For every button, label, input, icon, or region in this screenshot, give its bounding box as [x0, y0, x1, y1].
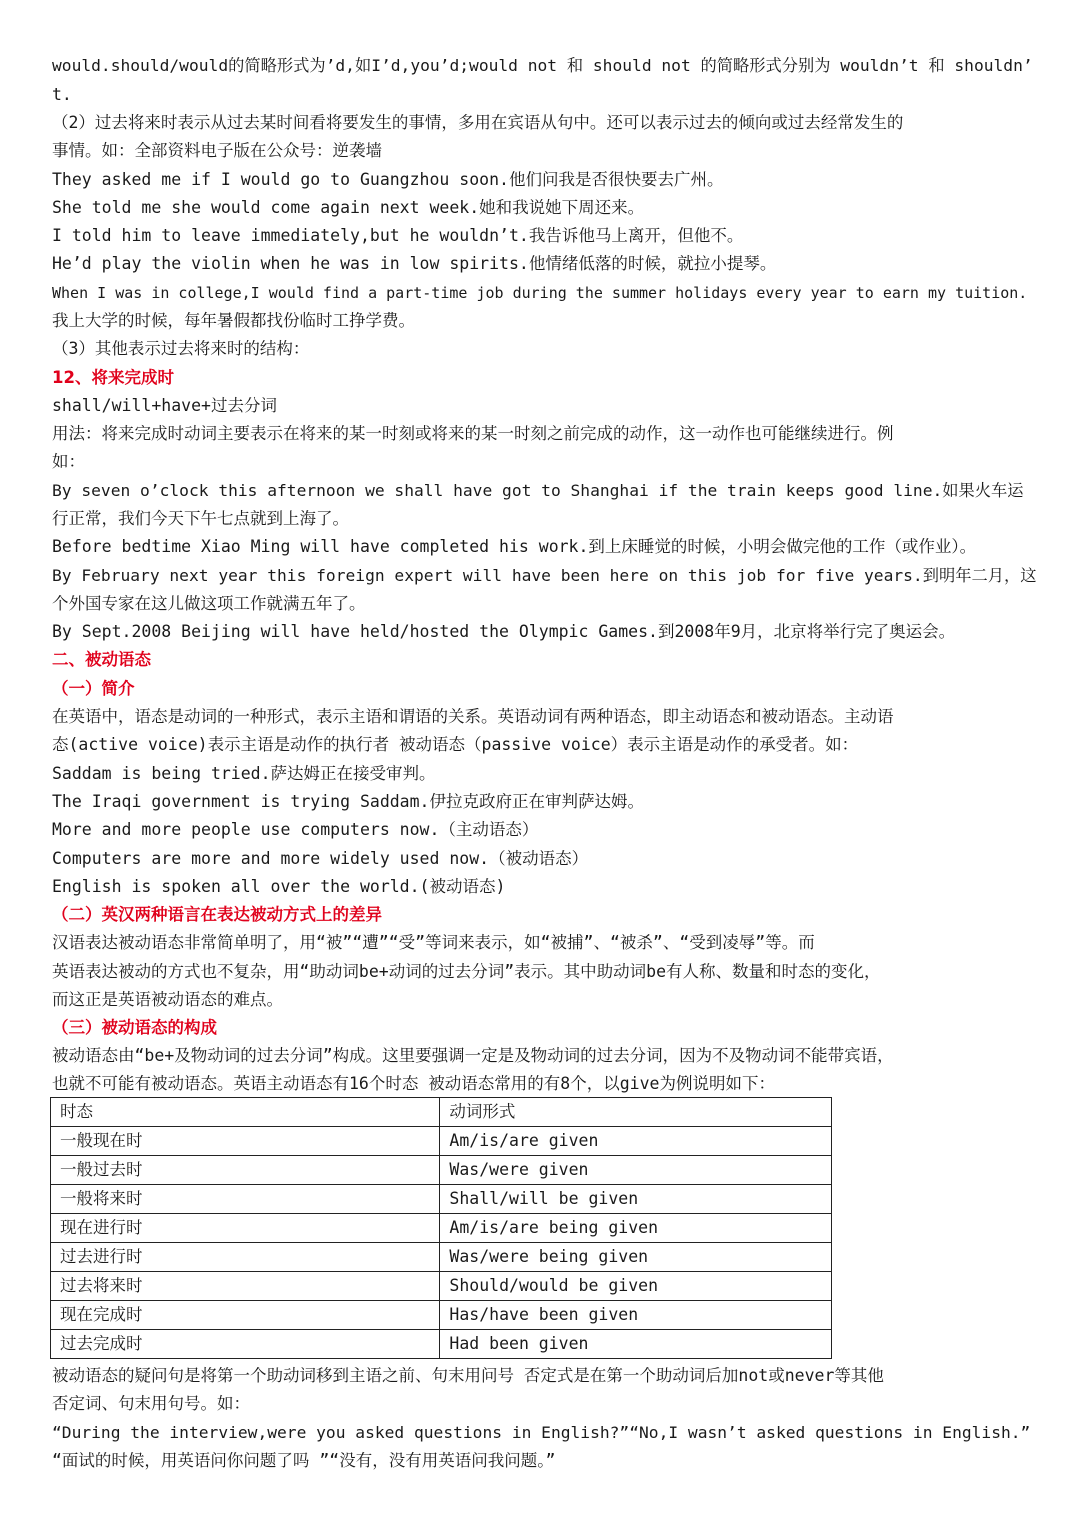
- subsection-heading: （一）简介: [52, 679, 135, 698]
- table-row: [51, 1272, 832, 1301]
- text-line: The Iraqi government is trying Saddam.伊拉克政府正在审判萨达姆。: [52, 792, 644, 811]
- table-header-cell: 动词形式: [440, 1098, 832, 1127]
- text-line: 个外国专家在这儿做这项工作就满五年了。: [52, 594, 366, 613]
- subsection-heading: （二）英汉两种语言在表达被动方式上的差异: [52, 905, 382, 924]
- table-row: [51, 1330, 832, 1359]
- section-heading: 二、被动语态: [52, 650, 151, 669]
- text-line: 如：: [52, 452, 85, 471]
- text-line: They asked me if I would go to Guangzhou soon.他们问我是否很快要去广州。: [52, 170, 724, 189]
- table-cell-tense: 过去完成时: [51, 1330, 440, 1359]
- table-cell-form: Shall/will be given: [440, 1185, 832, 1214]
- text-line: “面试的时候，用英语问你问题了吗 ”“没有，没有用英语问我问题。”: [52, 1451, 556, 1470]
- text-line: 被动语态由“be+及物动词的过去分词”构成。这里要强调一定是及物动词的过去分词，因为不及物动词不能带宾语，: [52, 1046, 894, 1065]
- table-row: [51, 1301, 832, 1330]
- section-heading: 12、将来完成时: [52, 368, 174, 387]
- text-line: 被动语态的疑问句是将第一个助动词移到主语之前、句末用问号 否定式是在第一个助动词后加not或never等其他: [52, 1366, 884, 1385]
- text-line: 而这正是英语被动语态的难点。: [52, 990, 283, 1009]
- table-row: [51, 1243, 832, 1272]
- text-line: 事情。如：全部资料电子版在公众号：逆袭墙: [52, 141, 382, 160]
- text-line: would.should/would的简略形式为’d,如I’d,you’d;would not 和 should not 的简略形式分别为 wouldn’t 和 shouldn’: [52, 56, 1033, 75]
- text-line: 行正常，我们今天下午七点就到上海了。: [52, 509, 349, 528]
- text-line: 否定词、句末用句号。如：: [52, 1394, 250, 1413]
- table-header-cell: 时态: [51, 1098, 440, 1127]
- table-header-row: [51, 1098, 832, 1127]
- passive-tense-table: [50, 1097, 832, 1359]
- text-line: 英语表达被动的方式也不复杂，用“助动词be+动词的过去分词”表示。其中助动词be有人称、数量和时态的变化，: [52, 962, 881, 981]
- text-line: 我上大学的时候，每年暑假都找份临时工挣学费。: [52, 311, 415, 330]
- table-cell-form: Was/were being given: [440, 1243, 832, 1272]
- table-cell-tense: 一般现在时: [51, 1127, 440, 1156]
- text-line: Saddam is being tried.萨达姆正在接受审判。: [52, 764, 436, 783]
- text-line: More and more people use computers now.（主动语态）: [52, 820, 539, 839]
- table-row: [51, 1185, 832, 1214]
- text-line: （2）过去将来时表示从过去某时间看将要发生的事情，多用在宾语从句中。还可以表示过去的倾向或过去经常发生的: [52, 113, 904, 132]
- text-line: By seven o’clock this afternoon we shall have got to Shanghai if the train keeps good line.如果火车运: [52, 481, 1024, 500]
- table-cell-tense: 现在完成时: [51, 1301, 440, 1330]
- table-cell-form: Had been given: [440, 1330, 832, 1359]
- table-cell-tense: 一般过去时: [51, 1156, 440, 1185]
- table-cell-form: Am/is/are being given: [440, 1214, 832, 1243]
- table-cell-tense: 过去进行时: [51, 1243, 440, 1272]
- text-line: 也就不可能有被动语态。英语主动语态有16个时态 被动语态常用的有8个，以give为例说明如下：: [52, 1074, 775, 1093]
- table-row: [51, 1127, 832, 1156]
- text-line: When I was in college,I would find a part-time job during the summer holidays every year to earn my tuition.: [52, 284, 1028, 302]
- table-cell-form: Has/have been given: [440, 1301, 832, 1330]
- table-cell-form: Should/would be given: [440, 1272, 832, 1301]
- text-line: He’d play the violin when he was in low spirits.他情绪低落的时候，就拉小提琴。: [52, 254, 777, 273]
- text-line: Before bedtime Xiao Ming will have completed his work.到上床睡觉的时候，小明会做完他的工作（或作业）。: [52, 537, 977, 556]
- text-line: 态(active voice)表示主语是动作的执行者 被动语态（passive voice）表示主语是动作的承受者。如：: [52, 735, 859, 754]
- text-line: English is spoken all over the world.(被动语态): [52, 877, 506, 896]
- text-line: 用法：将来完成时动词主要表示在将来的某一时刻或将来的某一时刻之前完成的动作，这一动作也可能继续进行。例: [52, 424, 894, 443]
- text-line: （3）其他表示过去将来时的结构：: [52, 339, 310, 358]
- text-line: She told me she would come again next week.她和我说她下周还来。: [52, 198, 645, 217]
- text-line: shall/will+have+过去分词: [52, 396, 277, 415]
- table-cell-tense: 过去将来时: [51, 1272, 440, 1301]
- text-line: t.: [52, 85, 72, 104]
- text-line: 在英语中，语态是动词的一种形式，表示主语和谓语的关系。英语动词有两种语态，即主动语态和被动语态。主动语: [52, 707, 894, 726]
- table-row: [51, 1156, 832, 1185]
- text-line: I told him to leave immediately,but he wouldn’t.我告诉他马上离开，但他不。: [52, 226, 744, 245]
- table-cell-tense: 一般将来时: [51, 1185, 440, 1214]
- text-line: 汉语表达被动语态非常简单明了，用“被”“遭”“受”等词来表示，如“被捕”、“被杀”、“受到凌辱”等。而: [52, 933, 815, 952]
- text-line: By February next year this foreign expert will have been here on this job for five years.到明年二月，这: [52, 566, 1037, 585]
- text-line: “During the interview,were you asked questions in English?”“No,I wasn’t asked questions in English.”: [52, 1423, 1031, 1442]
- table-cell-form: Am/is/are given: [440, 1127, 832, 1156]
- text-line: Computers are more and more widely used now.（被动语态）: [52, 849, 589, 868]
- table-cell-form: Was/were given: [440, 1156, 832, 1185]
- table-row: [51, 1214, 832, 1243]
- text-line: By Sept.2008 Beijing will have held/hosted the Olympic Games.到2008年9月，北京将举行完了奥运会。: [52, 622, 956, 641]
- subsection-heading: （三）被动语态的构成: [52, 1018, 217, 1037]
- table-cell-tense: 现在进行时: [51, 1214, 440, 1243]
